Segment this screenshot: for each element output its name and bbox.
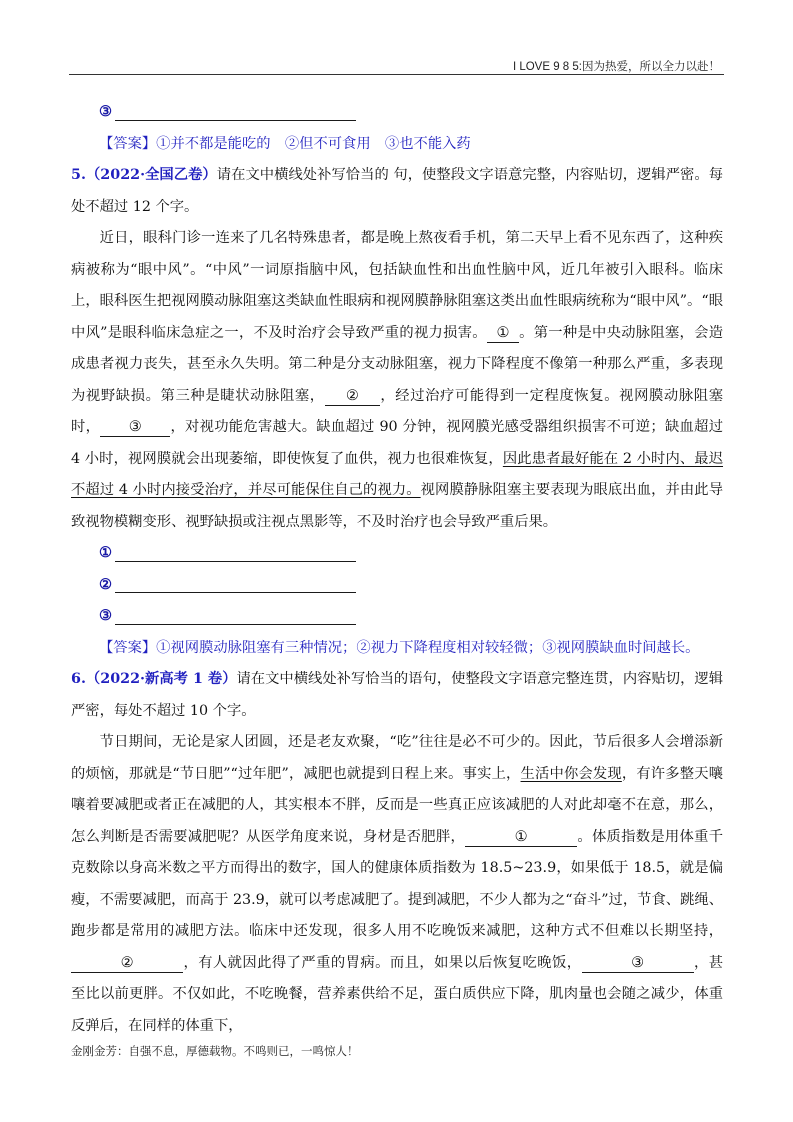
fill-gap-3: ③: [100, 418, 170, 437]
passage-text: 视网膜静脉阻塞主要表现为眼底出血，并由此导致视物模糊变形、视野缺损或注视点黑影等，不及时治疗也会导致严重后果。: [71, 482, 723, 530]
passage-text: ，甚至比以前更胖。不仅如此，不吃晚餐，营养素供给不足，蛋白质供应下降，肌肉量也会随之减少，体重反弹后，在同样的体重下，: [71, 954, 724, 1034]
blank-line: [115, 577, 356, 593]
blank-line: [115, 105, 356, 121]
passage-text: ，经过治疗可能得到一定程度恢复。视网膜动脉阻塞时，: [71, 387, 724, 435]
fill-gap-3: ③: [582, 954, 694, 973]
passage-text: 。第一种是中央动脉阻塞，会造成患者视力丧失，甚至永久失明。第二种是分支动脉阻塞，视力下降程度不像第一种那么严重，多表现为视野缺损。第三种是睫状动脉阻塞，: [71, 324, 723, 404]
page-header: I LOVE 9 8 5:因为热爱，所以全力以赴！: [512, 61, 720, 73]
passage-text: ，有许多整天嚷嚷着要减肥或者正在减肥的人，其实根本不胖，反而是一些真正应该减肥的人对此却毫不在意，那么，怎么判断是否需要减肥呢？从医学角度来说，身材是否肥胖，: [71, 765, 724, 845]
passage-text: 节日期间，无论是家人团圆，还是老友欢聚，“吃”往往是必不可少的。因此，节后很多人会增添新的烦恼，那就是“节日肥”“过年肥”，减肥也就提到日程上来。事实上，: [71, 734, 723, 782]
answer-blank-3: [71, 601, 723, 633]
question-6-head: 6.（2022·新高考 1 卷）: [71, 671, 237, 687]
blank-line: [115, 609, 356, 625]
answer-blank-3: [71, 97, 723, 129]
question-5-passage: [71, 223, 723, 538]
header-divider: [69, 74, 724, 75]
question-6-instruction-text: 请在文中横线处补写恰当的语句，使整段文字语意完整连贯，内容贴切，逻辑严密，每处不超过 10 个字。: [71, 671, 723, 719]
question-6-instruction: [71, 664, 723, 727]
question-5-head: 5.（2022·全国乙卷）: [71, 167, 217, 183]
underlined-phrase: 生活中你会发现: [520, 765, 622, 782]
question-5-instruction-text: 请在文中横线处补写恰当的 句，使整段文字语意完整，内容贴切，逻辑严密。每处不超过 12 个字。: [71, 167, 723, 215]
fill-gap-1: ①: [465, 828, 577, 847]
answer-previous: 【答案】①并不都是能吃的 ②但不可食用 ③也不能入药: [99, 135, 471, 152]
answer-blank-1: [71, 538, 723, 570]
answer-blank-2: [71, 570, 723, 602]
question-6-passage: [71, 727, 723, 1042]
passage-text: ，对视功能危害越大。缺血超过 90 分钟，视网膜光感受器组织损害不可逆；缺血超过 4 小时，视网膜就会出现萎缩，即使恢复了血供，视力也很难恢复，: [71, 419, 724, 467]
blank-marker: ③: [99, 104, 112, 120]
page-content: [71, 97, 723, 1042]
fill-gap-2: ②: [325, 387, 380, 406]
passage-text: ，有人就因此得了严重的胃病。而且，如果以后恢复吃晚饭，: [183, 954, 582, 971]
passage-text: 。体质指数是用体重千克数除以身高米数之平方而得出的数字，国人的健康体质指数为 18.5~23.9，如果低于 18.5，就是偏瘦，不需要减肥，而高于 23.9，就可以考虑减肥了。提到减肥，不少人都为之“奋斗”过，节食、跳绳、跑步都是常用的减肥方法。临床中还发现，很多人用不吃晚饭来减肥，这种方式不但难以长期坚持，: [71, 828, 724, 939]
blank-marker: ①: [99, 545, 112, 561]
question-5-instruction: [71, 160, 723, 223]
fill-gap-2: ②: [71, 954, 183, 973]
question-5-answer: 【答案】①视网膜动脉阻塞有三种情况；②视力下降程度相对较轻微；③视网膜缺血时间越长。: [99, 639, 700, 656]
blank-marker: ②: [99, 576, 112, 593]
passage-text: 近日，眼科门诊一连来了几名特殊患者，都是晚上熬夜看手机，第二天早上看不见东西了，这种疾病被称为“眼中风”。“中风”一词原指脑中风，包括缺血性和出血性脑中风，近几年被引入眼科。临床上，眼科医生把视网膜动脉阻塞这类缺血性眼病和视网膜静脉阻塞这类出血性眼病统称为“眼中风”。“眼中风”是眼科临床急症之一，不及时治疗会导致严重的视力损害。: [71, 230, 723, 341]
blank-marker: ③: [99, 608, 112, 624]
blank-line: [115, 546, 356, 562]
fill-gap-1: ①: [487, 324, 519, 343]
underlined-sentence: 因此患者最好能在 2 小时内、最迟不超过 4 小时内接受治疗，并尽可能保住自己的视力。: [71, 450, 724, 498]
page-footer: 金刚金芳：自强不息，厚德载物。不鸣则已，一鸣惊人！: [71, 1044, 359, 1058]
